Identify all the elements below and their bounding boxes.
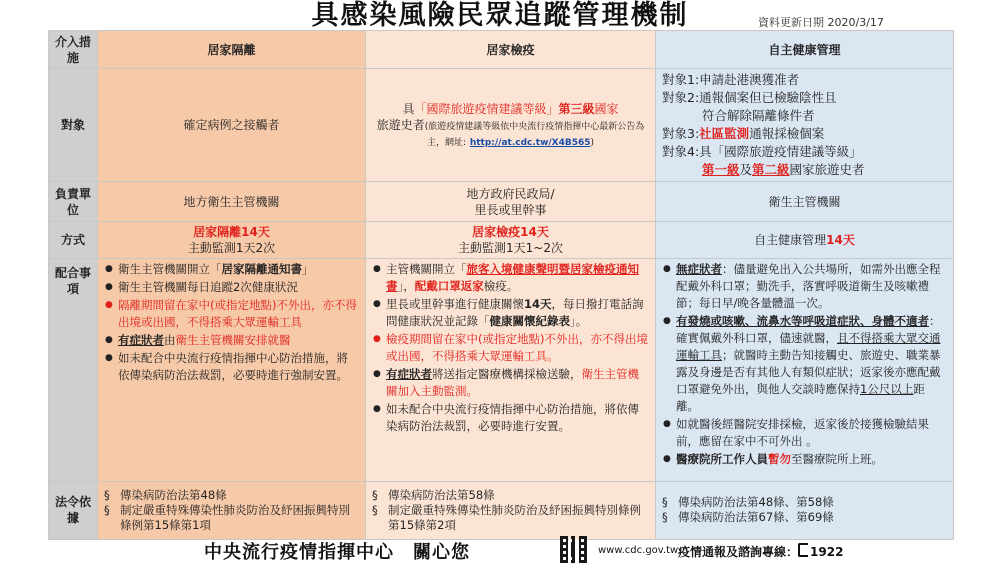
footer-organization: 中央流行疫情指揮中心 關心您 bbox=[204, 542, 470, 563]
law-quarantine bbox=[366, 481, 656, 539]
method-self-health: 自主健康管理14天 bbox=[656, 222, 954, 259]
list-item: ● 有症狀者將送指定醫療機構採檢送驗，衛生主管機關加入主動監測。 bbox=[386, 366, 649, 400]
list-item: ● 如未配合中央流行疫情指揮中心防治措施，將依傳染病防治法裁罰，必要時進行強制安置。 bbox=[118, 350, 359, 384]
list-item: § 制定嚴重特殊傳染性肺炎防治及紓困振興特別條例第15條第2項 bbox=[388, 503, 649, 533]
target-quarantine: 具「國際旅遊疫情建議等級」第三級國家 旅遊史者(旅遊疫情建議等級依中央流行疫情指揮中心最新公告為主，網址: http://at.cdc.tw/X4B565) bbox=[366, 69, 656, 182]
phone-icon bbox=[798, 543, 808, 557]
list-item: ● 如未配合中央流行疫情指揮中心防治措施，將依傳染病防治法裁罰，必要時進行安置。 bbox=[386, 401, 649, 435]
row-label-method: 方式 bbox=[49, 222, 98, 259]
measures-row bbox=[49, 259, 954, 481]
list-item: ● 無症狀者：儘量避免出入公共場所，如需外出應全程配戴外科口罩；勤洗手，落實呼吸道衛生及咳嗽禮節；每日早/晚各量體溫一次。 bbox=[676, 261, 947, 312]
list-item: ● 衛生主管機關開立「居家隔離通知書」 bbox=[118, 261, 359, 278]
unit-quarantine: 地方政府民政局/ 里長或里幹事 bbox=[366, 182, 656, 222]
law-row bbox=[49, 481, 954, 539]
unit-isolation: 地方衛生主管機關 bbox=[98, 182, 366, 222]
header-home-isolation: 居家隔離 bbox=[98, 31, 366, 69]
hotline: 疫情通報及諮詢專線： 1922 bbox=[678, 545, 844, 559]
page-title: 具感染風險民眾追蹤管理機制 bbox=[311, 0, 689, 31]
list-item: § 傳染病防治法第58條 bbox=[388, 488, 649, 503]
measures-isolation bbox=[98, 259, 366, 481]
unit-row bbox=[49, 182, 954, 222]
target-isolation: 確定病例之接觸者 bbox=[98, 69, 366, 182]
list-item: § 傳染病防治法第67條、第69條 bbox=[678, 510, 947, 525]
travel-advisory-link[interactable]: http://at.cdc.tw/X4B565 bbox=[469, 138, 591, 149]
method-row bbox=[49, 222, 954, 259]
header-measure: 介入措施 bbox=[49, 31, 98, 69]
list-item: ● 衛生主管機關每日追蹤2次健康狀況 bbox=[118, 279, 359, 296]
list-item: ● 醫療院所工作人員暫勿至醫療院所上班。 bbox=[676, 451, 947, 468]
header-self-health-management: 自主健康管理 bbox=[656, 31, 954, 69]
row-label-law: 法令依據 bbox=[49, 481, 98, 539]
method-quarantine: 居家檢疫14天 主動監測1天1~2次 bbox=[366, 222, 656, 259]
target-self-health: 對象1:申請赴港澳獲准者 對象2:通報個案但已檢驗陰性且 符合解除隔離條件者 對象3:社區監測通報採檢個案 對象4:具「國際旅遊疫情建議等級」 第一級及第二級國家旅遊史者 bbox=[656, 69, 954, 182]
measures-quarantine bbox=[366, 259, 656, 481]
list-item: ● 里長或里幹事進行健康關懷14天，每日撥打電話詢問健康狀況並記錄「健康關懷紀錄表」。 bbox=[386, 296, 649, 330]
list-item: ● 檢疫期間留在家中(或指定地點)不外出，亦不得出境或出國，不得搭乘大眾運輸工具。 bbox=[386, 331, 649, 365]
row-label-target: 對象 bbox=[49, 69, 98, 182]
list-item: ● 主管機關開立「旅客入境健康聲明暨居家檢疫通知書」，配戴口罩返家檢疫。 bbox=[386, 261, 649, 295]
list-item: § 傳染病防治法第48條、第58條 bbox=[678, 495, 947, 510]
list-item: § 制定嚴重特殊傳染性肺炎防治及紓困振興特別條例第15條第1項 bbox=[120, 503, 359, 533]
list-item: ● 如就醫後經醫院安排採檢，返家後於接獲檢驗結果前，應留在家中不可外出 。 bbox=[676, 416, 947, 450]
law-isolation bbox=[98, 481, 366, 539]
website-link[interactable]: www.cdc.gov.tw bbox=[598, 545, 679, 556]
list-item: ● 隔離期間留在家中(或指定地點)不外出，亦不得出境或出國，不得搭乘大眾運輸工具 bbox=[118, 297, 359, 331]
list-item: ● 有發燒或咳嗽、流鼻水等呼吸道症狀、身體不適者：確實佩戴外科口罩，儘速就醫，且不得搭乘大眾交通運輸工具；就醫時主動告知接觸史、旅遊史、職業暴露及身邊是否有其他人有類似症狀；返家後亦應配戴口罩避免外出，與他人交談時應保持1公尺以上距離。 bbox=[676, 313, 947, 415]
row-label-unit: 負責單位 bbox=[49, 182, 98, 222]
target-row bbox=[49, 69, 954, 182]
update-date: 資料更新日期 2020/3/17 bbox=[758, 16, 884, 29]
method-isolation: 居家隔離14天 主動監測1天2次 bbox=[98, 222, 366, 259]
header-row bbox=[49, 31, 954, 69]
law-self-health bbox=[656, 481, 954, 539]
row-label-measures: 配合事項 bbox=[49, 259, 98, 481]
measures-self-health bbox=[656, 259, 954, 481]
list-item: § 傳染病防治法第48條 bbox=[120, 488, 359, 503]
header-home-quarantine: 居家檢疫 bbox=[366, 31, 656, 69]
unit-self-health: 衛生主管機關 bbox=[656, 182, 954, 222]
tracking-table bbox=[48, 30, 954, 540]
qr-code-icon[interactable] bbox=[560, 536, 587, 563]
list-item: ● 有症狀者由衛生主管機關安排就醫 bbox=[118, 332, 359, 349]
